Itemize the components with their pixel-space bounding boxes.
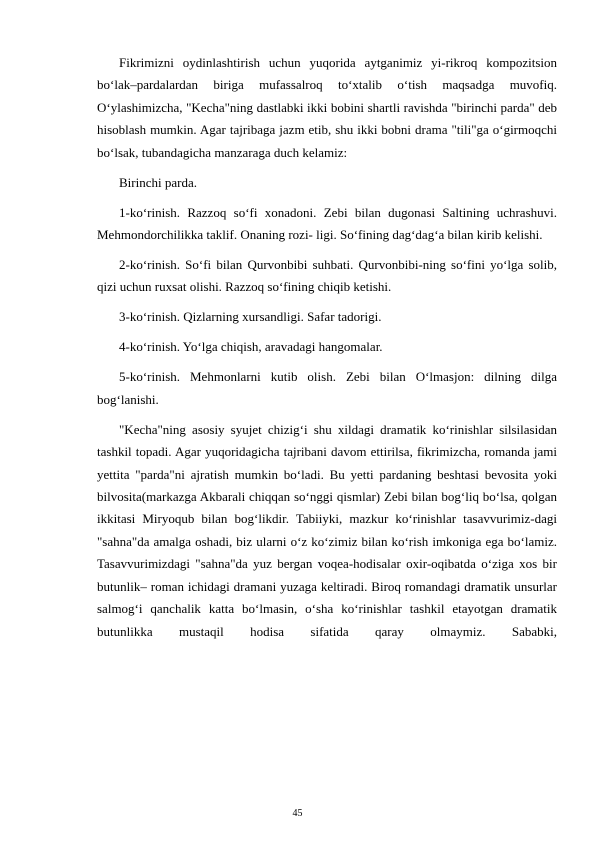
body-text [97, 52, 557, 651]
paragraph-scene-2: 2-ko‘rinish. So‘fi bilan Qurvonbibi suhbati. Qurvonbibi-ning so‘fini yo‘lga solib, qizi uchun ruxsat olishi. Razzoq so‘fining chiqib ketishi. [97, 257, 557, 295]
paragraph-scene-3: 3-ko‘rinish. Qizlarning xursandligi. Safar tadorigi. [119, 309, 382, 325]
paragraph-analysis: "Kecha"ning asosiy syujet chizig‘i shu xildagi dramatik ko‘rinishlar silsilasidan tashkil topadi. Agar yuqoridagicha tajribani davom ettirilsa, fikrimizcha, romanda jami yettita "parda"ni ajratish mumkin bo‘ladi. Bu yetti pardaning beshtasi bevosita yoki bilvosita(markazga Akbarali chiqqan so‘nggi qismlar) Zebi bilan bog‘liq bo‘lsa, qolgan ikkitasi Miryoqub bilan bog‘likdir. Tabiiyki, mazkur ko‘rinishlar tasavvurimiz-dagi "sahna"da amalga oshadi, biz ularni o‘z ko‘zimiz bilan ko‘rish imkoniga ega bo‘lamiz. Tasavvurimizdagi "sahna"da yuz bergan voqea-hodisalar oxir-oqibatda o‘ziga xos bir butunlik– roman ichidagi dramani yuzaga keltiradi. Biroq romandagi dramatik unsurlar salmog‘i qanchalik katta bo‘lmasin, o‘sha ko‘rinishlar tashkil etayotgan dramatik butunlikka mustaqil hodisa sifatida qaray olmaymiz. Sababki, [97, 421, 557, 639]
paragraph-act-title: Birinchi parda. [119, 174, 197, 190]
paragraph-scene-5: 5-ko‘rinish. Mehmonlarni kutib olish. Zebi bilan O‘lmasjon: dilning dilga bog‘lanishi. [97, 369, 557, 407]
paragraph-intro: Fikrimizni oydinlashtirish uchun yuqorida aytganimiz yi-rikroq kompozitsion bo‘lak–pardalardan biriga mufassalroq to‘xtalib o‘tish maqsadga muvofiq. O‘ylashimizcha, "Kecha"ning dastlabki ikki bobini shartli ravishda "birinchi parda" deb hisoblash mumkin. Agar tajribaga jazm etib, shu ikki bobni drama "tili"ga o‘girmoqchi bo‘lsak, tubandagicha manzaraga duch kelamiz: [97, 55, 557, 160]
paragraph-scene-4: 4-ko‘rinish. Yo‘lga chiqish, aravadagi hangomalar. [119, 339, 383, 355]
paragraph-scene-1: 1-ko‘rinish. Razzoq so‘fi xonadoni. Zebi bilan dugonasi Saltining uchrashuvi. Mehmondorchilikka taklif. Onaning rozi- ligi. So‘fining dag‘dag‘a bilan kirib kelishi. [97, 204, 557, 243]
page-number: 45 [292, 808, 303, 819]
